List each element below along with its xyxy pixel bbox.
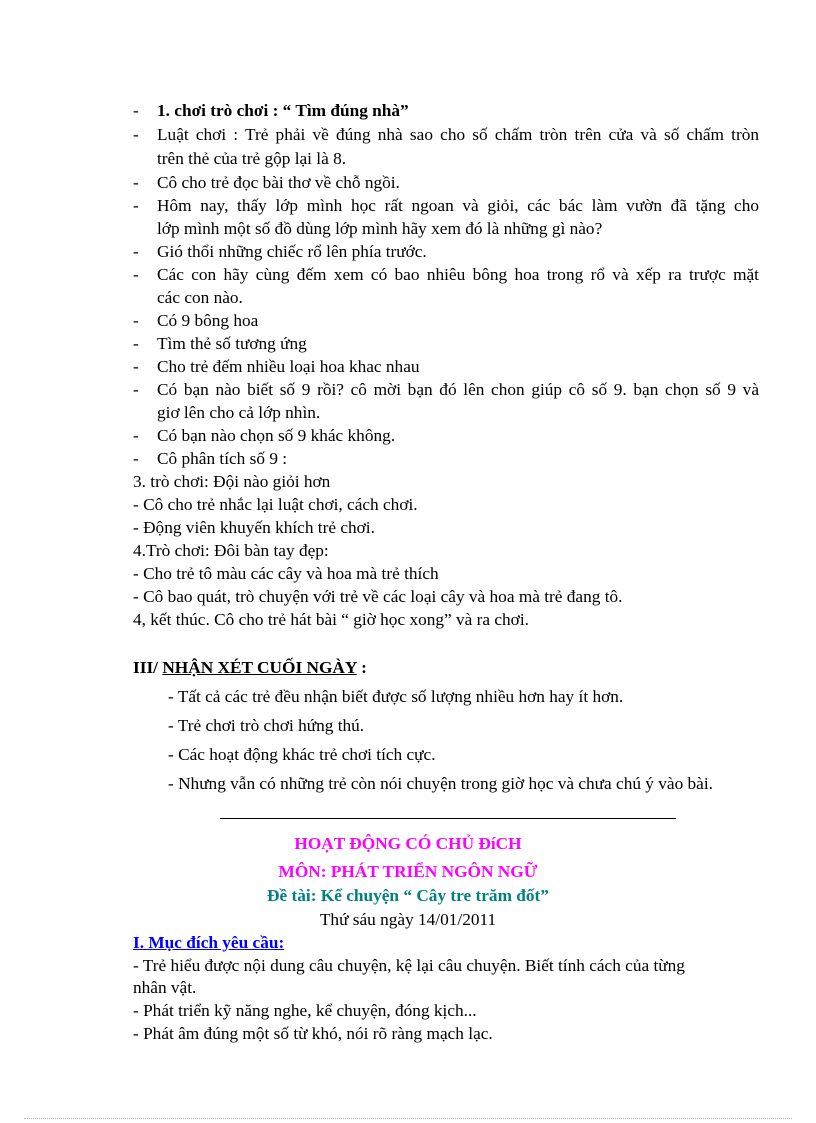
paragraph-line: - Động viên khuyến khích trẻ chơi. bbox=[133, 518, 375, 537]
paragraph-line: - Cho trẻ tô màu các cây và hoa mà trẻ thích bbox=[133, 564, 439, 583]
goal-item: - Trẻ hiểu được nội dung câu chuyện, kệ lại câu chuyện. Biết tính cách của từng bbox=[133, 956, 685, 975]
page-bottom-border bbox=[24, 1118, 792, 1119]
evaluation-item: - Nhưng vẫn có những trẻ còn nói chuyện trong giờ học và chưa chú ý vào bài. bbox=[168, 774, 713, 793]
paragraph-line: 4, kết thúc. Cô cho trẻ hát bài “ giờ học xong” và ra chơi. bbox=[133, 610, 529, 629]
goal-item-continuation: nhân vật. bbox=[133, 978, 197, 997]
section-heading-evaluation: III/ NHẬN XÉT CUỐI NGÀY : bbox=[133, 658, 367, 677]
lesson-subject: MÔN: PHÁT TRIỂN NGÔN NGỮ bbox=[278, 862, 538, 881]
paragraph-line: 4.Trò chơi: Đôi bàn tay đẹp: bbox=[133, 541, 329, 560]
paragraph-line: - Cô cho trẻ nhắc lại luật chơi, cách chơi. bbox=[133, 495, 418, 514]
goal-item: - Phát triển kỹ năng nghe, kể chuyện, đóng kịch... bbox=[133, 1001, 477, 1020]
paragraph-line: - Cô bao quát, trò chuyện với trẻ về các loại cây và hoa mà trẻ đang tô. bbox=[133, 587, 623, 606]
evaluation-item: - Tất cả các trẻ đều nhận biết được số lượng nhiều hơn hay ít hơn. bbox=[168, 687, 624, 706]
document-page: - 1. chơi trò chơi : “ Tìm đúng nhà” - Luật chơi : Trẻ phải về đúng nhà sao cho số chấm tròn trên cửa và số chấm tròn trên thẻ của trẻ gộp lại là 8. - Cô cho trẻ đọc bài thơ về chỗ ngồi. - Hôm nay, thấy lớp mình học rất ngoan và giỏi, các bác làm vườn đã tặng cho lớp mình một số đồ dùng lớp mình hãy xem đó là những gì nào? - Gió thổi những chiếc rổ lên phía trước. - Các con hãy cùng đếm xem có bao nhiêu bông hoa trong rổ và xếp ra trược mặt các con nào. - Có 9 bông hoa - Tìm thẻ số tương ứng - Cho trẻ đếm nhiều loại hoa khac nhau - Có bạn nào biết số 9 rồi? cô mời bạn đó lên chon giúp cô số 9. bạn chọn số 9 và giơ lên cho cả lớp nhìn. - Có bạn nào chọn số 9 khác không. - Cô phân tích số 9 : 3. trò chơi: Đội nào giỏi hơn - Cô cho trẻ nhắc lại luật chơi, cách chơi. - Động viên khuyến khích trẻ chơi. 4.Trò chơi: Đôi bàn tay đẹp: - Cho trẻ tô màu các cây và hoa mà trẻ thích - Cô bao quát, trò chuyện với trẻ về các loại cây và hoa mà trẻ đang tô. 4, kết thúc. Cô cho trẻ hát bài “ giờ học xong” và ra chơi. III/ NHẬN XÉT CUỐI NGÀY : - Tất cả các trẻ đều nhận biết được số lượng nhiều hơn hay ít hơn. - Trẻ chơi trò chơi hứng thú. - Các hoạt động khác trẻ chơi tích cực. - Nhưng vẫn có những trẻ còn nói chuyện trong giờ học và chưa chú ý vào bài. HOẠT ĐỘNG CÓ CHỦ ĐíCH MÔN: PHÁT TRIỂN NGÔN NGỮ Đề tài: Kể chuyện “ Cây tre trăm đốt” Thứ sáu ngày 14/01/2011 I. Mục đích yêu cầu: - Trẻ hiểu được nội dung câu chuyện, kệ lại câu chuyện. Biết tính cách của từng nhân vật. - Phát triển kỹ năng nghe, kể chuyện, đóng kịch... - Phát âm đúng một số từ khó, nói rõ ràng mạch lạc. bbox=[0, 0, 816, 1123]
divider bbox=[220, 818, 676, 819]
section-heading-goals: I. Mục đích yêu cầu: bbox=[133, 933, 285, 952]
paragraph-line: 3. trò chơi: Đội nào giỏi hơn bbox=[133, 472, 331, 491]
evaluation-item: - Trẻ chơi trò chơi hứng thú. bbox=[168, 716, 365, 735]
lesson-date: Thứ sáu ngày 14/01/2011 bbox=[319, 910, 497, 929]
lesson-topic: Đề tài: Kể chuyện “ Cây tre trăm đốt” bbox=[267, 886, 549, 905]
goal-item: - Phát âm đúng một số từ khó, nói rõ ràng mạch lạc. bbox=[133, 1024, 493, 1043]
evaluation-item: - Các hoạt động khác trẻ chơi tích cực. bbox=[168, 745, 436, 764]
lesson-title: HOẠT ĐỘNG CÓ CHỦ ĐíCH bbox=[294, 834, 522, 853]
